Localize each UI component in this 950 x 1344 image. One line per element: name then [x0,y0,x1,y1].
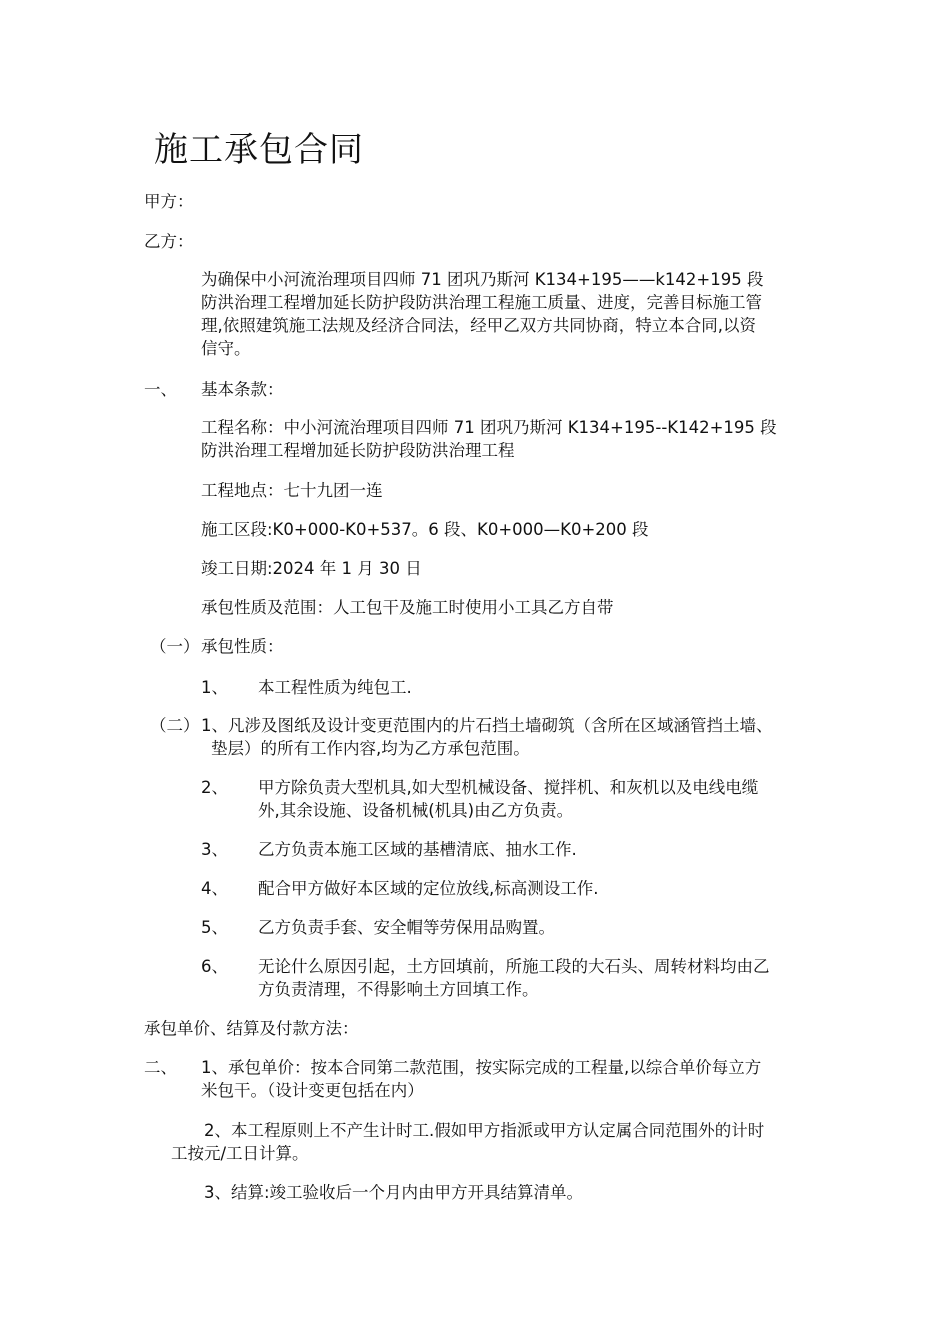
intro-line: 为确保中小河流治理项目四师 71 团巩乃斯河 K134+195——k142+195 段 [201,270,764,289]
party-a-label: 甲方： [144,192,194,211]
item-number: 2、 [201,778,228,797]
intro-line: 信守。 [201,339,251,358]
construction-section: 施工区段:K0+000-K0+537。6 段、K0+000—K0+200 段 [201,520,649,539]
subsection-2-second-line: 垫层）的所有工作内容,均为乙方承包范围。 [211,739,530,758]
item-text: 本工程性质为纯包工. [258,678,412,697]
section-2-line: 1、承包单价：按本合同第二款范围，按实际完成的工程量,以综合单价每立方 [201,1058,762,1077]
paragraph-3: 3、结算:竣工验收后一个月内由甲方开具结算清单。 [204,1183,584,1202]
intro-line: 防洪治理工程增加延长防护段防洪治理工程施工质量、进度，完善目标施工管 [201,293,762,312]
project-name-line: 工程名称：中小河流治理项目四师 71 团巩乃斯河 K134+195--K142+195 段 [201,418,777,437]
item-number: 6、 [201,957,228,976]
item-text: 配合甲方做好本区域的定位放线,标高测设工作. [258,879,599,898]
project-name-line: 防洪治理工程增加延长防护段防洪治理工程 [201,441,515,460]
section-2-line: 米包干。（设计变更包括在内） [201,1081,424,1100]
section-1-number: 一、 [144,380,177,399]
party-b-label: 乙方： [144,232,194,251]
payment-heading: 承包单价、结算及付款方法： [144,1019,359,1038]
item-line: 方负责清理，不得影响土方回填工作。 [258,980,539,999]
paragraph-2-second-line: 工按元/工日计算。 [171,1144,309,1163]
section-2-number: 二、 [144,1058,177,1077]
intro-paragraph [201,268,809,360]
item-number: 4、 [201,879,228,898]
item-number: 5、 [201,918,228,937]
scope-nature: 承包性质及范围：人工包干及施工时使用小工具乙方自带 [201,598,614,617]
subsection-2-number: （二） [150,716,200,735]
document-title: 施工承包合同 [154,130,364,170]
item-line: 无论什么原因引起，土方回填前，所施工段的大石头、周转材料均由乙 [258,957,770,976]
item-line: 甲方除负责大型机具,如大型机械设备、搅拌机、和灰机以及电线电缆 [258,778,759,797]
section-1-heading: 基本条款： [201,380,284,399]
item-text: 乙方负责本施工区域的基槽清底、抽水工作. [258,840,577,859]
item-line: 外,其余设施、设备机械(机具)由乙方负责。 [258,801,574,820]
intro-line: 理,依照建筑施工法规及经济合同法，经甲乙双方共同协商，特立本合同,以资 [201,316,756,335]
project-location: 工程地点：七十九团一连 [201,481,383,500]
item-text: 乙方负责手套、安全帽等劳保用品购置。 [258,918,555,937]
item-number: 3、 [201,840,228,859]
item-text [258,776,818,822]
item-number: 1、 [201,678,228,697]
project-name [201,416,809,462]
section-2-paragraph [201,1056,809,1102]
paragraph-2-first-line: 2、本工程原则上不产生计时工.假如甲方指派或甲方认定属合同范围外的计时 [204,1121,765,1140]
subsection-1-heading: 承包性质： [201,637,284,656]
item-text [258,955,818,1001]
completion-date: 竣工日期:2024 年 1 月 30 日 [201,559,422,578]
subsection-1-number: （一） [150,637,200,656]
subsection-2-first-line: 1、凡涉及图纸及设计变更范围内的片石挡土墙砌筑（含所在区域涵管挡土墙、 [201,716,773,735]
